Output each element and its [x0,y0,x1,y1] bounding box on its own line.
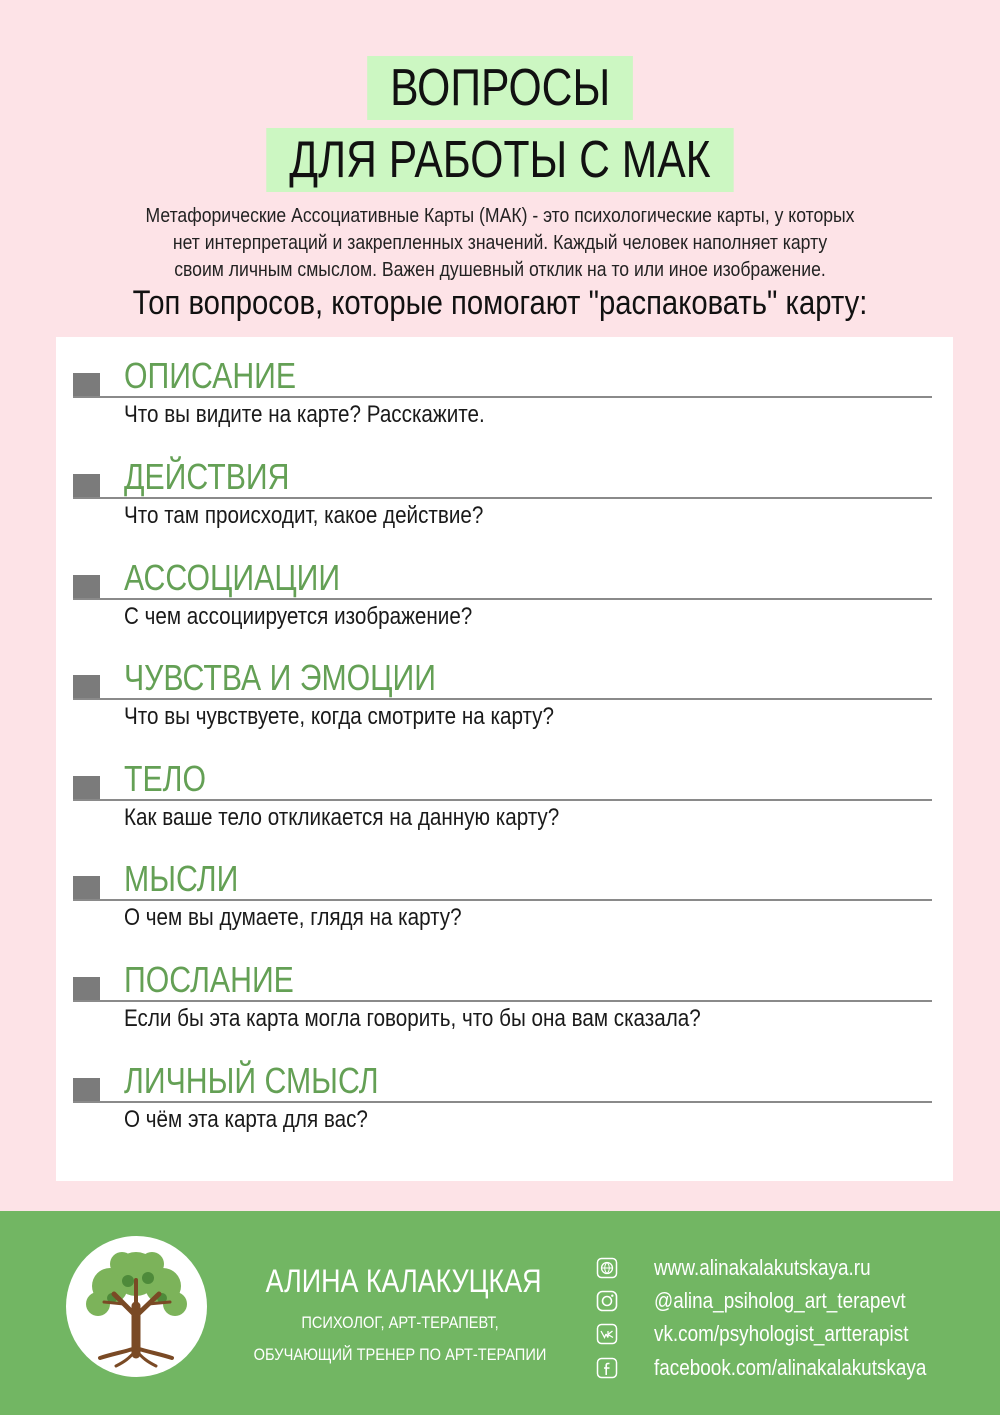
questions-subheading: Топ вопросов, которые помогают "распаковать" карту: [132,284,868,322]
author-footer [0,1211,1000,1415]
checkbox-square-icon [73,373,100,397]
title-line-2 [0,128,1000,192]
divider [73,396,932,398]
globe-icon [596,1257,618,1279]
divider [73,799,932,801]
question-text: С чем ассоциируется изображение? [124,603,473,630]
question-heading: ДЕЙСТВИЯ [124,456,290,497]
questions-card [56,337,953,1181]
checkbox-square-icon [73,575,100,599]
divider [73,1101,932,1103]
question-text: О чём эта карта для вас? [124,1106,368,1133]
contact-website[interactable] [596,1255,976,1285]
contact-facebook-label[interactable]: facebook.com/alinakalakutskaya [654,1355,927,1380]
checkbox-square-icon [73,876,100,900]
question-item [56,345,953,446]
question-text: Что вы чувствуете, когда смотрите на карту? [124,703,554,730]
question-item [56,748,953,849]
author-role-line-2: ОБУЧАЮЩИЙ ТРЕНЕР ПО АРТ-ТЕРАПИИ [253,1345,547,1364]
contact-instagram[interactable] [596,1288,976,1318]
checkbox-square-icon [73,474,100,498]
divider [73,698,932,700]
contact-website-label[interactable]: www.alinakalakutskaya.ru [654,1255,871,1280]
question-text: О чем вы думаете, глядя на карту? [124,904,462,931]
question-text: Что вы видите на карте? Расскажите. [124,401,485,428]
question-heading: ЧУВСТВА И ЭМОЦИИ [124,657,437,698]
page-title-line-1: ВОПРОСЫ [367,56,633,120]
question-item [56,949,953,1050]
intro-line-2: нет интерпретаций и закрепленных значений. Каждый человек наполняет карту [172,232,828,254]
instagram-icon [596,1290,618,1312]
intro-line-3: своим личным смыслом. Важен душевный отклик на то или иное изображение. [174,259,826,281]
divider [73,1000,932,1002]
contact-vk[interactable] [596,1321,976,1351]
question-heading: ПОСЛАНИЕ [124,959,294,1000]
question-heading: ОПИСАНИЕ [124,355,297,396]
page-title-line-2: ДЛЯ РАБОТЫ С МАК [266,128,733,192]
question-text: Если бы эта карта могла говорить, что бы она вам сказала? [124,1005,701,1032]
question-item [56,547,953,648]
divider [73,598,932,600]
question-heading: АССОЦИАЦИИ [124,557,341,598]
intro-paragraph [113,203,887,284]
checkbox-square-icon [73,977,100,1001]
tree-logo-icon [66,1236,207,1377]
question-heading: ЛИЧНЫЙ СМЫСЛ [124,1060,379,1101]
vk-icon [596,1323,618,1345]
checkbox-square-icon [73,675,100,699]
question-text: Как ваше тело откликается на данную карту? [124,804,560,831]
question-heading: МЫСЛИ [124,858,239,899]
question-text: Что там происходит, какое действие? [124,502,484,529]
contact-vk-label[interactable]: vk.com/psyhologist_artterapist [654,1321,909,1346]
facebook-icon [596,1357,618,1379]
author-name: АЛИНА КАЛАКУЦКАЯ [265,1263,542,1299]
question-item [56,446,953,547]
tree-logo-graphic [66,1236,207,1377]
question-heading: ТЕЛО [124,758,207,799]
question-item [56,647,953,748]
intro-line-1: Метафорические Ассоциативные Карты (МАК) - это психологические карты, у которых [145,205,855,227]
divider [73,899,932,901]
title-line-1 [0,56,1000,120]
checkbox-square-icon [73,1078,100,1102]
contact-instagram-label[interactable]: @alina_psiholog_art_terapevt [654,1288,906,1313]
contact-facebook[interactable] [596,1355,976,1385]
divider [73,497,932,499]
author-role-line-1: ПСИХОЛОГ, АРТ-ТЕРАПЕВТ, [301,1313,499,1332]
question-item [56,848,953,949]
question-item [56,1050,953,1151]
checkbox-square-icon [73,776,100,800]
